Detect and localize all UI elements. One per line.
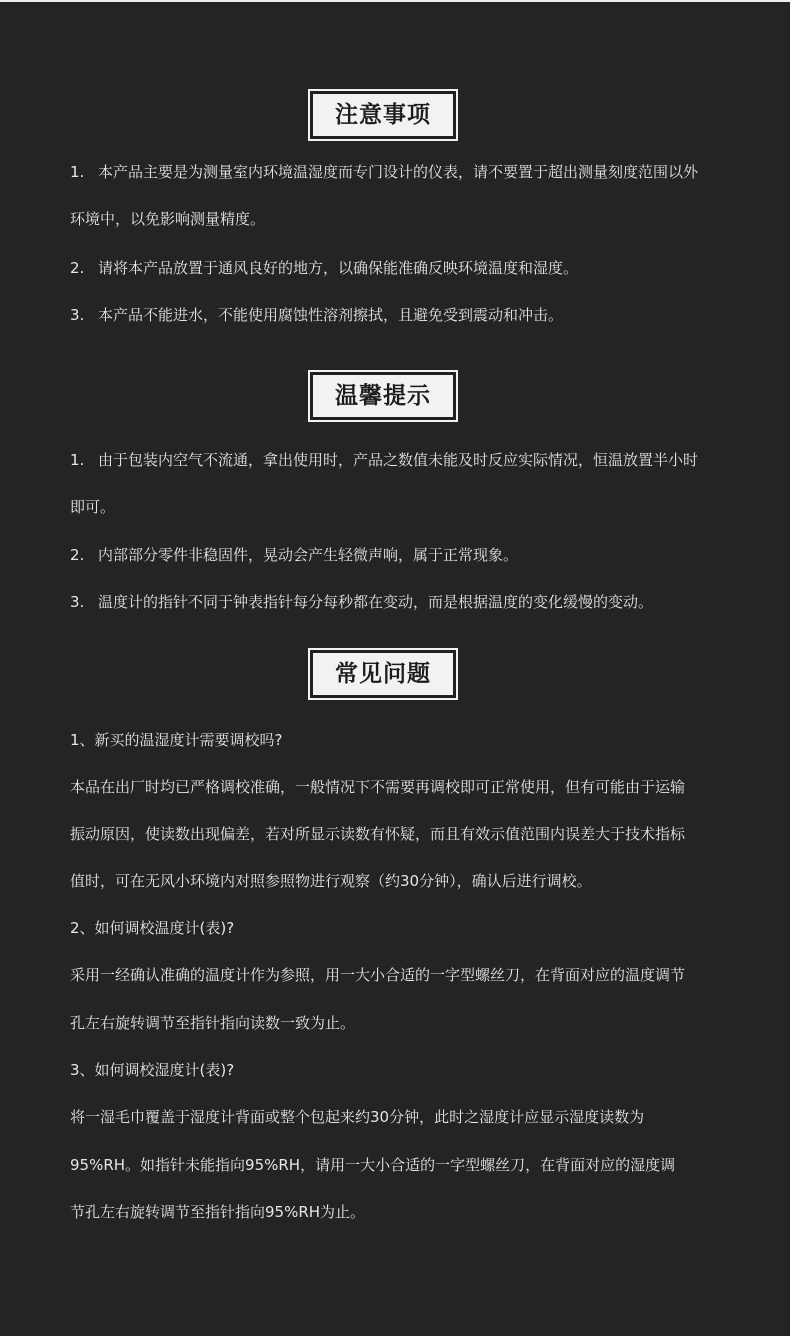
item-number: 2. [70,259,85,277]
item-number: 1. [70,163,85,181]
item-text: 本产品不能进水，不能使用腐蚀性溶剂擦拭，且避免受到震动和冲击。 [98,306,564,324]
notes-item-1 [70,162,770,182]
faq-answer-1-line-2: 振动原因，使读数出现偏差，若对所显示读数有怀疑，而且有效示值范围内误差大于技术指标 [70,825,686,843]
item-text: 由于包装内空气不流通，拿出使用时，产品之数值未能及时反应实际情况，恒温放置半小时 [98,451,699,469]
item-number: 3. [70,306,85,324]
faq-answer-3-line-3: 节孔左右旋转调节至指针指向95%RH为止。 [70,1203,366,1221]
item-number: 1. [70,451,85,469]
item-number: 2. [70,546,85,564]
faq-answer-3-line-1: 将一湿毛巾覆盖于湿度计背面或整个包起来约30分钟，此时之湿度计应显示湿度读数为 [70,1108,645,1126]
top-border [0,0,790,2]
faq-question-3: 3、如何调校湿度计(表)? [70,1061,235,1079]
notes-item-3 [70,305,770,325]
notes-item-1-cont: 环境中，以免影响测量精度。 [70,210,266,228]
tips-item-2 [70,545,770,565]
item-text: 温度计的指针不同于钟表指针每分每秒都在变动，而是根据温度的变化缓慢的变动。 [98,593,654,611]
faq-answer-2-line-1: 采用一经确认准确的温度计作为参照，用一大小合适的一字型螺丝刀，在背面对应的温度调节 [70,966,686,984]
item-text: 请将本产品放置于通风良好的地方，以确保能准确反映环境温度和湿度。 [98,259,579,277]
faq-answer-1-line-1: 本品在出厂时均已严格调校准确，一般情况下不需要再调校即可正常使用，但有可能由于运输 [70,778,686,796]
faq-answer-1-line-3: 值时，可在无风小环境内对照参照物进行观察（约30分钟），确认后进行调校。 [70,872,592,890]
tips-item-3 [70,592,770,612]
item-text: 本产品主要是为测量室内环境温湿度而专门设计的仪表，请不要置于超出测量刻度范围以外 [98,163,699,181]
faq-question-1: 1、新买的温湿度计需要调校吗? [70,731,283,749]
item-number: 3. [70,593,85,611]
tips-item-1 [70,450,770,470]
tips-item-1-cont: 即可。 [70,498,116,516]
faq-answer-2-line-2: 孔左右旋转调节至指针指向读数一致为止。 [70,1014,356,1032]
section-title-tips: 温馨提示 [310,372,456,420]
faq-question-2: 2、如何调校温度计(表)? [70,919,235,937]
section-title-faq: 常见问题 [310,650,456,698]
faq-answer-3-line-2: 95%RH。如指针未能指向95%RH，请用一大小合适的一字型螺丝刀，在背面对应的湿度调 [70,1156,676,1174]
item-text: 内部部分零件非稳固件，晃动会产生轻微声响，属于正常现象。 [98,546,519,564]
section-title-notes: 注意事项 [310,91,456,139]
notes-item-2 [70,258,770,278]
